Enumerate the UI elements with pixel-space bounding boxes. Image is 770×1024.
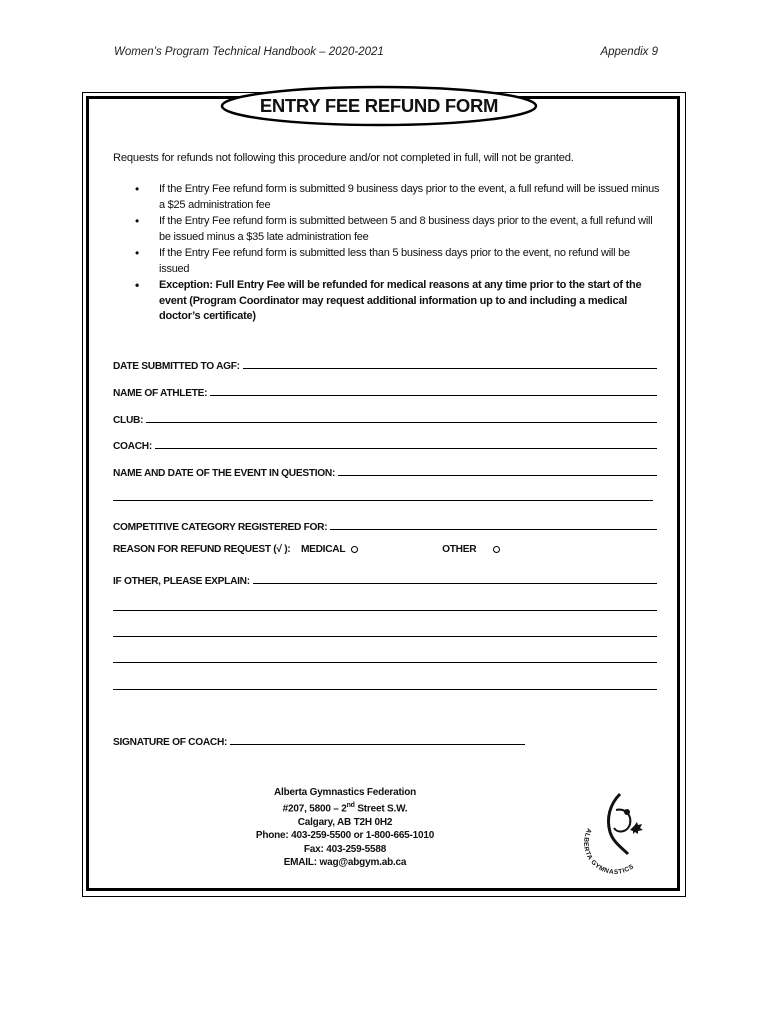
event-line[interactable]	[338, 475, 657, 476]
date-submitted-field[interactable]	[113, 356, 657, 372]
club-label: CLUB:	[113, 415, 144, 426]
event-line-2[interactable]	[113, 500, 653, 501]
email: EMAIL: wag@abgym.ab.ca	[283, 856, 407, 868]
reason-other-label: OTHER	[442, 544, 477, 555]
federation-address	[245, 786, 445, 869]
coach-signature-line[interactable]	[230, 744, 525, 745]
bullet-icon: •	[135, 182, 139, 196]
coach-signature-label: SIGNATURE OF COACH:	[113, 737, 228, 748]
date-submitted-line[interactable]	[243, 368, 657, 369]
explain-line-2[interactable]	[113, 610, 657, 611]
city: Calgary, AB T2H 0H2	[297, 816, 393, 828]
coach-signature-field[interactable]	[113, 732, 525, 748]
explain-label: IF OTHER, PLEASE EXPLAIN:	[113, 576, 250, 587]
svg-text:ALBERTA GYMNASTICS: ALBERTA GYMNASTICS	[582, 827, 636, 874]
org-name: Alberta Gymnastics Federation	[273, 787, 417, 798]
rule-item: • If the Entry Fee refund form is submitted between 5 and 8 business days prior to the event, a full refund will be issued minus a $35 late administration fee	[135, 214, 653, 243]
refund-rules-list	[113, 182, 661, 326]
coach-line[interactable]	[155, 448, 657, 449]
phone: Phone: 403-259-5500 or 1-800-665-1010	[255, 830, 435, 842]
club-field[interactable]	[113, 410, 657, 426]
coach-label: COACH:	[113, 441, 152, 452]
explain-line-3[interactable]	[113, 636, 657, 637]
athlete-name-label: NAME OF ATHLETE:	[113, 388, 208, 399]
event-label: NAME AND DATE OF THE EVENT IN QUESTION:	[113, 468, 336, 479]
rule-item-exception: • Exception: Full Entry Fee will be refunded for medical reasons at any time prior to the start of the event (Program Coordinator may request additional information up to and including a medical doctor’s certificate)	[135, 278, 642, 322]
reason-row	[113, 544, 500, 555]
street-address: #207, 5800 – 2nd Street S.W.	[282, 802, 408, 815]
category-line[interactable]	[330, 529, 657, 530]
fax: Fax: 403-259-5588	[303, 843, 387, 855]
date-submitted-label: DATE SUBMITTED TO AGF:	[113, 361, 240, 372]
form-title: ENTRY FEE REFUND FORM	[259, 95, 499, 116]
category-label: COMPETITIVE CATEGORY REGISTERED FOR:	[113, 522, 328, 533]
club-line[interactable]	[146, 422, 657, 423]
explain-line-4[interactable]	[113, 662, 657, 663]
event-field[interactable]	[113, 463, 657, 479]
explain-field[interactable]	[113, 571, 657, 587]
reason-medical-label: MEDICAL	[300, 544, 346, 555]
intro-text: Requests for refunds not following this procedure and/or not completed in full, will not be granted.	[113, 152, 574, 164]
medical-checkbox[interactable]	[351, 546, 358, 553]
explain-line-5[interactable]	[113, 689, 657, 690]
header-handbook-title: Women’s Program Technical Handbook – 2020-2021	[114, 46, 384, 58]
header-appendix: Appendix 9	[600, 46, 658, 58]
athlete-name-line[interactable]	[210, 395, 657, 396]
bullet-icon: •	[135, 246, 139, 260]
bullet-icon: •	[135, 214, 139, 228]
alberta-gymnastics-logo-icon	[580, 788, 652, 874]
other-checkbox[interactable]	[493, 546, 500, 553]
explain-line[interactable]	[253, 583, 657, 584]
coach-field[interactable]	[113, 436, 657, 452]
rule-item: • If the Entry Fee refund form is submitted less than 5 business days prior to the event, no refund will be issued	[135, 246, 630, 275]
category-field[interactable]	[113, 517, 657, 533]
rule-item: • If the Entry Fee refund form is submitted 9 business days prior to the event, a full refund will be issued minus a $25 administration fee	[135, 182, 660, 211]
reason-label: REASON FOR REFUND REQUEST (√ ):	[113, 544, 291, 555]
bullet-icon: •	[135, 278, 139, 292]
athlete-name-field[interactable]	[113, 383, 657, 399]
